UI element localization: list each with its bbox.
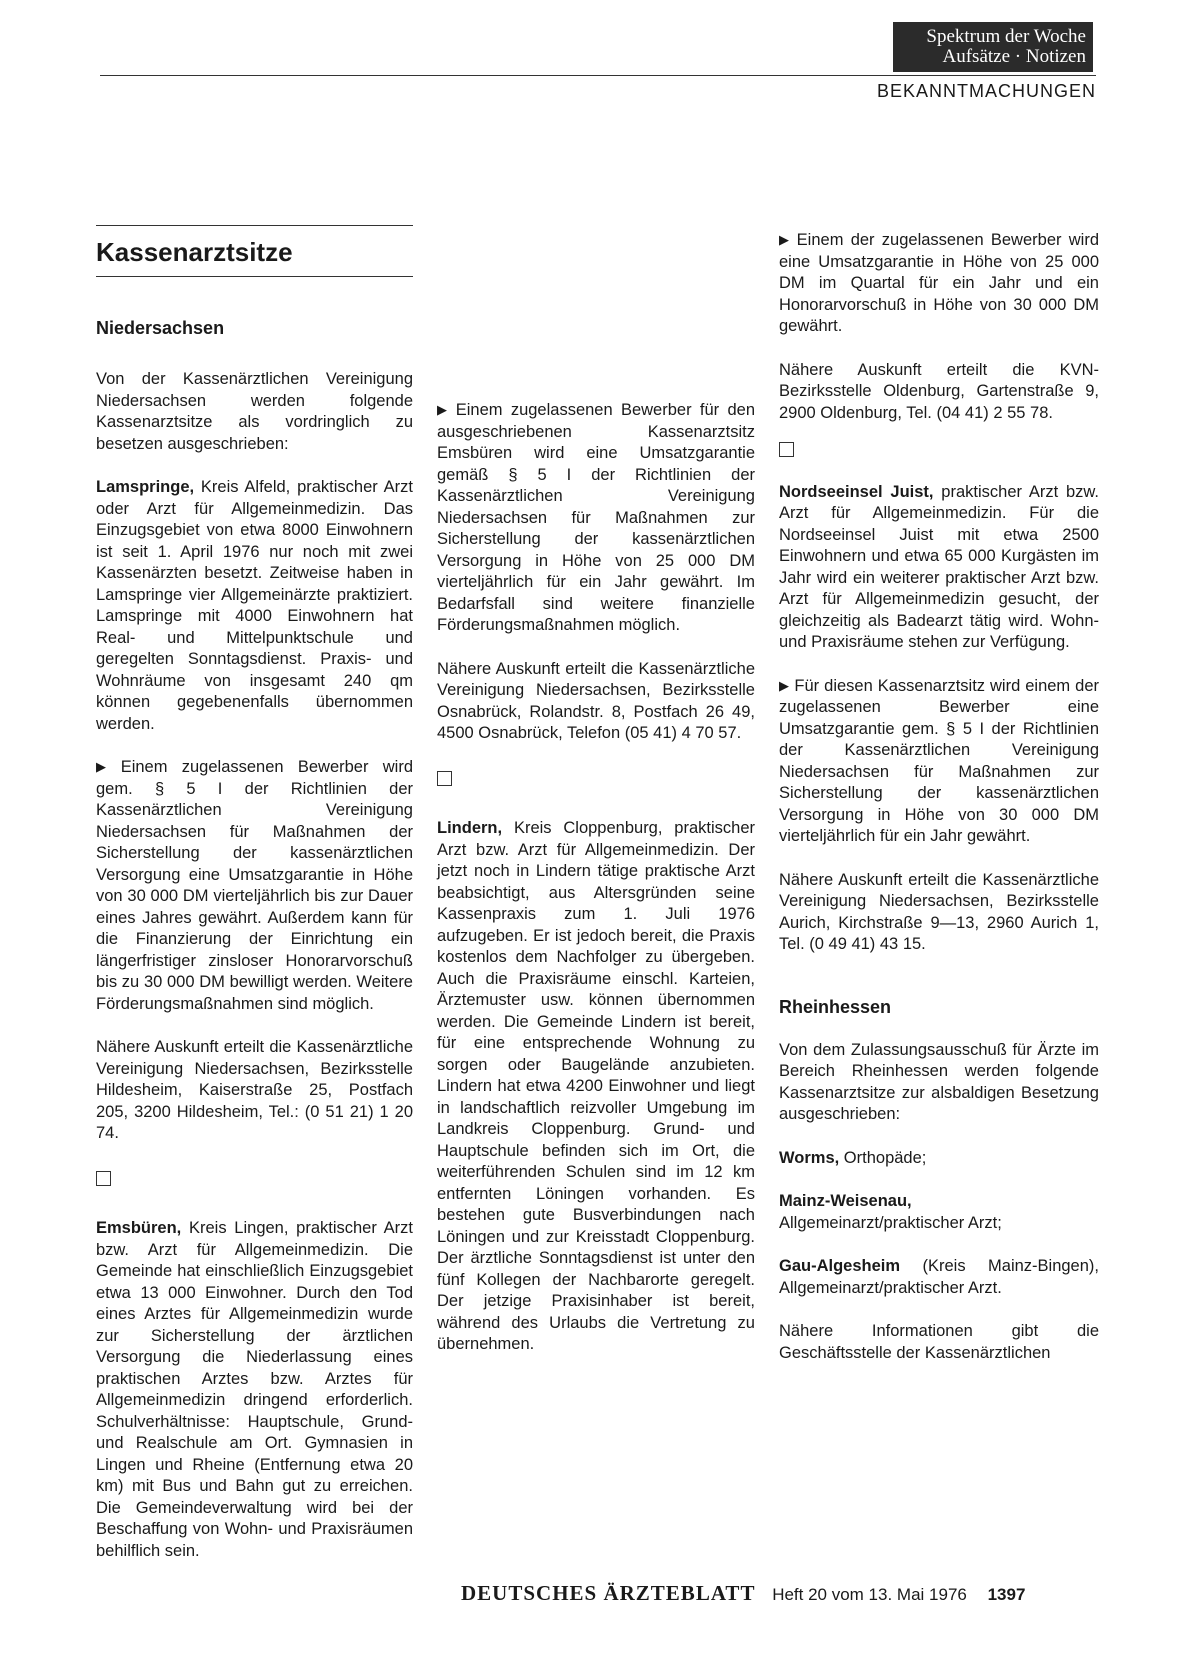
title-rule-bottom xyxy=(96,276,413,277)
section-label: BEKANNTMACHUNGEN xyxy=(876,81,1096,101)
separator xyxy=(96,1171,413,1193)
emsbueren-contact: Nähere Auskunft erteilt die Kassenärztliche Vereinigung Niedersachsen, Bezirksstelle Osnabrück, Rolandstr. 8, Postfach 26 49, 4500 Osnabrück, Telefon (05 41) 4 70 57. xyxy=(437,659,755,742)
lindern-contact: Nähere Auskunft erteilt die KVN-Bezirksstelle Oldenburg, Gartenstraße 9, 2900 Oldenburg, Tel. (04 41) 2 55 78. xyxy=(779,360,1099,422)
separator xyxy=(779,442,1099,464)
article-title: Kassenarztsitze xyxy=(96,237,293,267)
lamspringe-guarantee-text: Einem zugelassenen Bewerber wird gem. § 5 I der Richtlinien der Kassenärztlichen Vereinigung Niedersachsen für Maßnahmen der Sicherstellung der kassenärztlichen Versorgung eine Umsatzgarantie in Höhe von 30 000 DM vierteljährlich bis zur Dauer eines Jahres gewährt. Außerdem kann für die Finanzierung der Einrichtung ein längerfristiger zinsloser Honorarvorschuß bis zu 30 000 DM bewilligt werden. Weitere Förderungsmaßnahmen sind möglich. xyxy=(96,758,414,1013)
brand-line-2: Aufsätze · Notizen xyxy=(942,46,1086,67)
entry-emsbueren xyxy=(96,1218,413,1562)
entry-lamspringe-text: Kreis Alfeld, praktischer Arzt oder Arzt für Allgemeinmedizin. Das Einzugsgebiet von etwa 8000 Einwohnern ist seit 1. April 1976 nur noch mit zwei Kassenärzten besetzt. Zeitweise haben in Lamspringe vier Allgemeinärzte praktiziert. Lamspringe mit 4000 Einwohnern hat Real- und Mittelpunktschule und geregelten Sonntagsdienst. Praxis- und Wohnräume von insgesamt 240 qm können gegebenenfalls übernommen werden. xyxy=(96,478,413,733)
entry-juist-lead: Nordseeinsel Juist, xyxy=(779,482,934,501)
lamspringe-guarantee xyxy=(96,757,413,1015)
entry-mainz-weisenau xyxy=(779,1191,1099,1234)
heading-rheinhessen: Rheinhessen xyxy=(779,996,892,1017)
entry-mainz-text: Allgemeinarzt/praktischer Arzt; xyxy=(779,1213,1002,1232)
entry-juist xyxy=(779,482,1099,654)
column-1 xyxy=(96,225,413,1562)
brand-line-1: Spektrum der Woche xyxy=(926,26,1086,47)
entry-worms-text: Orthopäde; xyxy=(839,1148,927,1167)
triangle-bullet-icon: ▶ xyxy=(96,759,116,774)
entry-lindern-text: Kreis Cloppenburg, praktischer Arzt bzw. Arzt für Allgemeinmedizin. Der jetzt noch in Lindern tätige praktische Arzt beabsichtigt, aus Altersgründen seine Kassenpraxis zum 1. Juli 1976 aufzugeben. Er ist jedoch bereit, die Praxis kostenlos dem Nachfolger zu übergeben. Auch die Praxisräume einschl. Karteien, Ärztemuster usw. können übernommen werden. Die Gemeinde Lindern ist bereit, für eine entsprechende Wohnung zu sorgen oder Baugelände anzubieten. Lindern hat etwa 4200 Einwohner und liegt in landschaftlich reizvoller Umgebung im Landkreis Cloppenburg. Grund- und Hauptschule befinden sich im Ort, die weiterführenden Schulen sind im 12 km entfernten Löningen vorhanden. Es bestehen gute Busverbindungen nach Löningen und zur Kreisstadt Cloppenburg. Der ärztliche Sonntagsdienst ist unter den fünf Kollegen der Nachbarorte geregelt. Der jetzige Praxisinhaber ist bereit, während des Urlaubs die Vertretung zu übernehmen. xyxy=(437,819,755,1353)
entry-worms xyxy=(779,1148,1099,1170)
separator xyxy=(437,771,755,793)
entry-lamspringe xyxy=(96,477,413,735)
entry-lamspringe-lead: Lamspringe, xyxy=(96,478,195,496)
intro-paragraph: Von der Kassenärztlichen Vereinigung Niedersachsen werden folgende Kassenarztsitze als vordringlich zu besetzen ausgeschrieben: xyxy=(96,370,413,453)
heading-niedersachsen: Niedersachsen xyxy=(96,318,225,338)
square-separator-icon xyxy=(437,771,452,786)
title-rule-top xyxy=(96,225,413,226)
juist-guarantee-text: Für diesen Kassenarztsitz wird einem der zugelassenen Bewerber eine Umsatzgarantie gem. § 5 I der Richtlinien der Kassenärztlichen Vereinigung Niedersachsen für Maßnahmen zur Sicherstellung der kassenärztlichen Versorgung in Höhe von 30 000 DM vierteljährlich für ein Jahr gewährt. xyxy=(779,676,1100,845)
juist-contact: Nähere Auskunft erteilt die Kassenärztliche Vereinigung Niedersachsen, Bezirksstelle Aurich, Kirchstraße 9—13, 2960 Aurich 1, Tel. (0 49 41) 43 15. xyxy=(779,870,1099,953)
entry-emsbueren-lead: Emsbüren, xyxy=(96,1219,182,1237)
issue-info: Heft 20 vom 13. Mai 1976 xyxy=(772,1585,967,1604)
entry-lindern-lead: Lindern, xyxy=(437,819,503,837)
triangle-bullet-icon: ▶ xyxy=(437,402,451,417)
lamspringe-contact: Nähere Auskunft erteilt die Kassenärztliche Vereinigung Niedersachsen, Bezirksstelle Hildesheim, Kaiserstraße 25, Postfach 205, 3200 Hildesheim, Tel.: (0 51 21) 1 20 74. xyxy=(96,1038,413,1142)
rheinhessen-intro: Von dem Zulassungsausschuß für Ärzte im Bereich Rheinhessen werden folgende Kassenarztsitze zur alsbaldigen Besetzung ausgeschrieben: xyxy=(779,1040,1099,1123)
column-2 xyxy=(437,232,755,1356)
entry-mainz-lead: Mainz-Weisenau, xyxy=(779,1192,912,1210)
entry-gau-algesheim xyxy=(779,1256,1099,1299)
entry-gau-text: (Kreis Mainz-Bingen), Allgemeinarzt/praktischer Arzt. xyxy=(779,1257,1099,1297)
emsbueren-guarantee xyxy=(437,400,755,637)
triangle-bullet-icon: ▶ xyxy=(779,677,790,693)
page-footer xyxy=(461,1581,1025,1606)
entry-gau-lead: Gau-Algesheim xyxy=(779,1257,901,1275)
entry-worms-lead: Worms, xyxy=(779,1148,840,1167)
column-3 xyxy=(779,230,1099,1364)
triangle-bullet-icon: ▶ xyxy=(779,232,792,247)
juist-guarantee xyxy=(779,676,1099,848)
rheinhessen-contact: Nähere Informationen gibt die Geschäftsstelle der Kassenärztlichen xyxy=(779,1322,1099,1362)
entry-emsbueren-text: Kreis Lingen, praktischer Arzt bzw. Arzt für Allgemeinmedizin. Die Gemeinde hat einschließlich Einzugsgebiet etwa 13 000 Einwohner. Durch den Tod eines Arztes für Allgemeinmedizin wurde zur Sicherstellung der ärztlichen Versorgung die Niederlassung eines praktischen Arztes bzw. Arztes für Allgemeinmedizin dringend erforderlich. Schulverhältnisse: Hauptschule, Grund- und Realschule am Ort. Gymnasien in Lingen und Rheine (Entfernung etwa 20 km) mit Bus und Bahn gut zu erreichen. Die Gemeindeverwaltung wird bei der Beschaffung von Wohn- und Praxisräumen behilflich sein. xyxy=(96,1219,413,1560)
page-number: 1397 xyxy=(987,1585,1026,1604)
square-separator-icon xyxy=(779,442,794,457)
entry-lindern xyxy=(437,818,755,1356)
emsbueren-guarantee-text: Einem zugelassenen Bewerber für den ausgeschriebenen Kassenarztsitz Emsbüren wird eine Umsatzgarantie gemäß § 5 I der Richtlinien der Kassenärztlichen Vereinigung Niedersachsen für Maßnahmen zur Sicherstellung der kassenärztlichen Versorgung in Höhe von 25 000 DM vierteljährlich für ein Jahr gewährt. Im Bedarfsfall sind weitere finanzielle Förderungsmaßnahmen möglich. xyxy=(437,401,755,634)
journal-name: DEUTSCHES ÄRZTEBLATT xyxy=(461,1581,756,1605)
header-rule xyxy=(100,75,1096,76)
entry-juist-text: praktischer Arzt bzw. Arzt für Allgemeinmedizin. Für die Nordseeinsel Juist mit etwa 2500 Einwohnern und etwa 65 000 Kurgästen im Jahr wird ein weiterer praktischer Arzt bzw. Arzt für Allgemeinmedizin gesucht, der gleichzeitig als Badearzt tätig wird. Wohn- und Praxisräume stehen zur Verfügung. xyxy=(779,482,1100,651)
lindern-guarantee xyxy=(779,230,1099,338)
square-separator-icon xyxy=(96,1171,111,1186)
lindern-guarantee-text: Einem der zugelassenen Bewerber wird eine Umsatzgarantie in Höhe von 25 000 DM im Quartal für ein Jahr und ein Honorarvorschuß in Höhe von 30 000 DM gewährt. xyxy=(779,231,1099,335)
section-brand-box xyxy=(893,22,1093,72)
